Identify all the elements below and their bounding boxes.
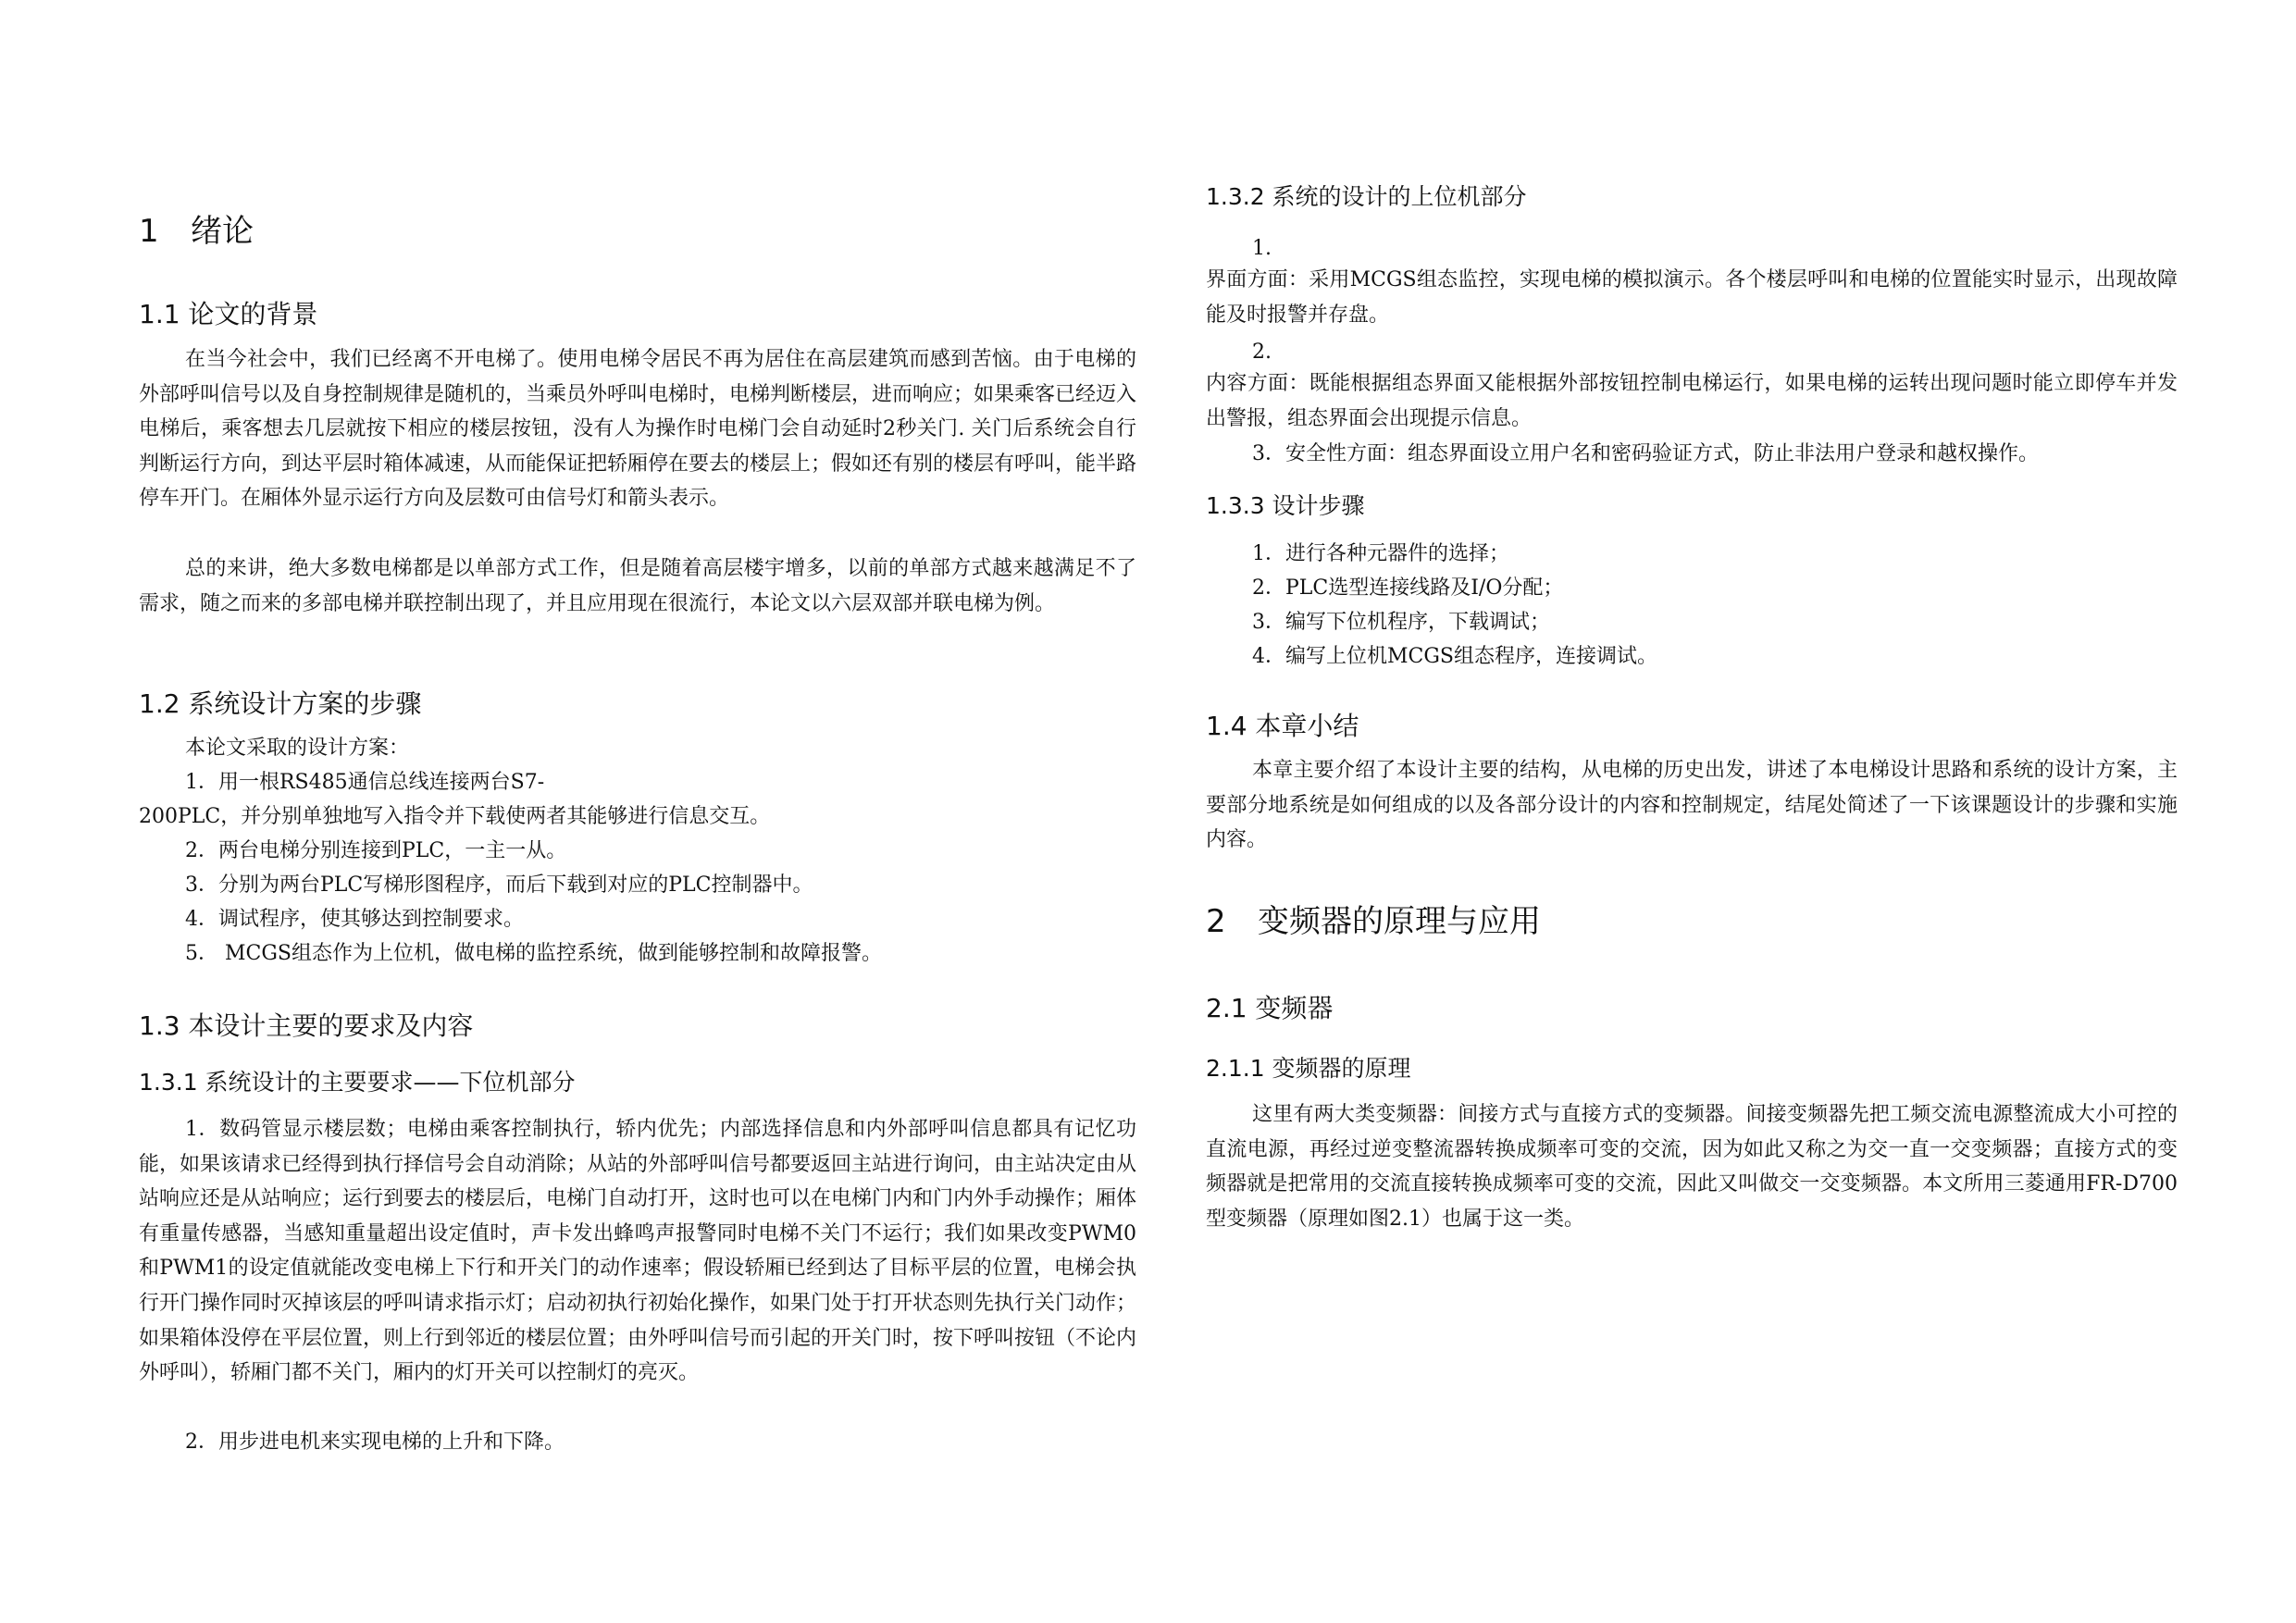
section-1-1-paragraph-1: 在当今社会中，我们已经离不开电梯了。使用电梯令居民不再为居住在高层建筑而感到苦恼。由于电梯的外部呼叫信号以及自身控制规律是随机的，当乘员外呼叫电梯时，电梯判断楼层，进而响应；如果乘客已经迈入电梯后，乘客想去几层就按下相应的楼层按钮，没有人为操作时电梯门会自动延时2秒关门. 关门后系统会自行判断运行方向，到达平层时箱体减速，从而能保证把轿厢停在要去的楼层上；假如还有别的楼层有呼叫，能半路停车开门。在厢体外显示运行方向及层数可由信号灯和箭头表示。 bbox=[139, 348, 1137, 511]
chapter-title: 变频器的原理与应用 bbox=[1258, 903, 1541, 940]
section-1-3-2-item-1-text: 界面方面：采用MCGS组态监控，实现电梯的模拟演示。各个楼层呼叫和电梯的位置能实时显示，出现故障能及时报警并存盘。 bbox=[1206, 268, 2178, 327]
section-2-1-1-heading: 2.1.1 变频器的原理 bbox=[1206, 1055, 1411, 1082]
section-1-3-2-item-2-text: 内容方面：既能根据组态界面又能根据外部按钮控制电梯运行，如果电梯的运转出现问题时能立即停车并发出警报，组态界面会出现提示信息。 bbox=[1206, 372, 2178, 430]
section-1-2-item-4: 4．调试程序，使其够达到控制要求。 bbox=[185, 908, 524, 931]
section-1-2-item-2: 2．两台电梯分别连接到PLC，一主一从。 bbox=[185, 839, 567, 862]
section-1-4-paragraph: 本章主要介绍了本设计主要的结构，从电梯的历史出发，讲述了本电梯设计思路和系统的设计方案，主要部分地系统是如何组成的以及各部分设计的内容和控制规定，结尾处简述了一下该课题设计的步骤和实施内容。 bbox=[1206, 759, 2178, 852]
section-1-1-paragraph-2: 总的来讲，绝大多数电梯都是以单部方式工作，但是随着高层楼宇增多，以前的单部方式越来越满足不了需求，随之而来的多部电梯并联控制出现了，并且应用现在很流行，本论文以六层双部并联电梯为例。 bbox=[139, 557, 1136, 615]
chapter-number: 2 bbox=[1206, 903, 1226, 940]
section-1-3-3-heading: 1.3.3 设计步骤 bbox=[1206, 492, 1365, 519]
section-1-3-2-item-1-number: 1. bbox=[1252, 237, 1272, 260]
design-step-2: 2．PLC选型连接线路及I/O分配； bbox=[1252, 576, 1564, 600]
section-1-1-heading: 1.1 论文的背景 bbox=[139, 299, 318, 329]
section-1-3-2-heading: 1.3.2 系统的设计的上位机部分 bbox=[1206, 183, 1527, 210]
chapter-title: 绪论 bbox=[191, 213, 254, 250]
section-2-1-heading: 2.1 变频器 bbox=[1206, 993, 1334, 1023]
section-1-3-2-item-2-number: 2. bbox=[1252, 341, 1272, 364]
section-1-3-2-item-3: 3．安全性方面：组态界面设立用户名和密码验证方式，防止非法用户登录和越权操作。 bbox=[1252, 442, 2039, 465]
section-1-4-heading: 1.4 本章小结 bbox=[1206, 711, 1359, 741]
section-1-3-heading: 1.3 本设计主要的要求及内容 bbox=[139, 1010, 474, 1041]
chapter-2-heading bbox=[1206, 896, 1541, 941]
section-1-3-1-paragraph-2: 2．用步进电机来实现电梯的上升和下降。 bbox=[185, 1431, 565, 1454]
section-1-2-heading: 1.2 系统设计方案的步骤 bbox=[139, 688, 422, 719]
section-1-3-1-paragraph-1: 1．数码管显示楼层数；电梯由乘客控制执行，轿内优先；内部选择信息和内外部呼叫信息都具有记忆功能，如果该请求已经得到执行择信号会自动消除；从站的外部呼叫信号都要返回主站进行询问，由主站决定由从站响应还是从站响应；运行到要去的楼层后，电梯门自动打开，这时也可以在电梯门内和门内外手动操作；厢体有重量传感器，当感知重量超出设定值时，声卡发出蜂鸣声报警同时电梯不关门不运行；我们如果改变PWM0和PWM1的设定值就能改变电梯上下行和开关门的动作速率；假设轿厢已经到达了目标平层的位置，电梯会执行开门操作同时灭掉该层的呼叫请求指示灯；启动初执行初始化操作，如果门处于打开状态则先执行关门动作；如果箱体没停在平层位置，则上行到邻近的楼层位置；由外呼叫信号而引起的开关门时，按下呼叫按钮（不论内外呼叫），轿厢门都不关门，厢内的灯开关可以控制灯的亮灭。 bbox=[139, 1118, 1137, 1385]
design-step-3: 3．编写下位机程序，下载调试； bbox=[1252, 611, 1550, 634]
design-step-4: 4．编写上位机MCGS组态程序，连接调试。 bbox=[1252, 645, 1658, 668]
section-1-2-item-3: 3．分别为两台PLC写梯形图程序，而后下载到对应的PLC控制器中。 bbox=[185, 873, 813, 897]
section-1-2-intro: 本论文采取的设计方案： bbox=[185, 737, 410, 760]
section-1-2-item-5: 5． MCGS组态作为上位机，做电梯的监控系统，做到能够控制和故障报警。 bbox=[185, 942, 882, 965]
chapter-1-heading bbox=[139, 205, 254, 251]
section-1-2-item-1a: 1．用一根RS485通信总线连接两台S7- bbox=[185, 771, 545, 794]
chapter-number: 1 bbox=[139, 213, 159, 250]
section-1-2-item-1b: 200PLC，并分别单独地写入指令并下载使两者其能够进行信息交互。 bbox=[139, 805, 771, 828]
section-2-1-1-paragraph: 这里有两大类变频器：间接方式与直接方式的变频器。间接变频器先把工频交流电源整流成大小可控的直流电源，再经过逆变整流器转换成频率可变的交流，因为如此又称之为交一直一交变频器；直接方式的变频器就是把常用的交流直接转换成频率可变的交流，因此又叫做交一交变频器。本文所用三菱通用FR-D700型变频器（原理如图2.1）也属于这一类。 bbox=[1206, 1103, 2178, 1231]
design-step-1: 1．进行各种元器件的选择； bbox=[1252, 542, 1509, 565]
section-1-3-1-heading: 1.3.1 系统设计的主要要求——下位机部分 bbox=[139, 1069, 576, 1096]
